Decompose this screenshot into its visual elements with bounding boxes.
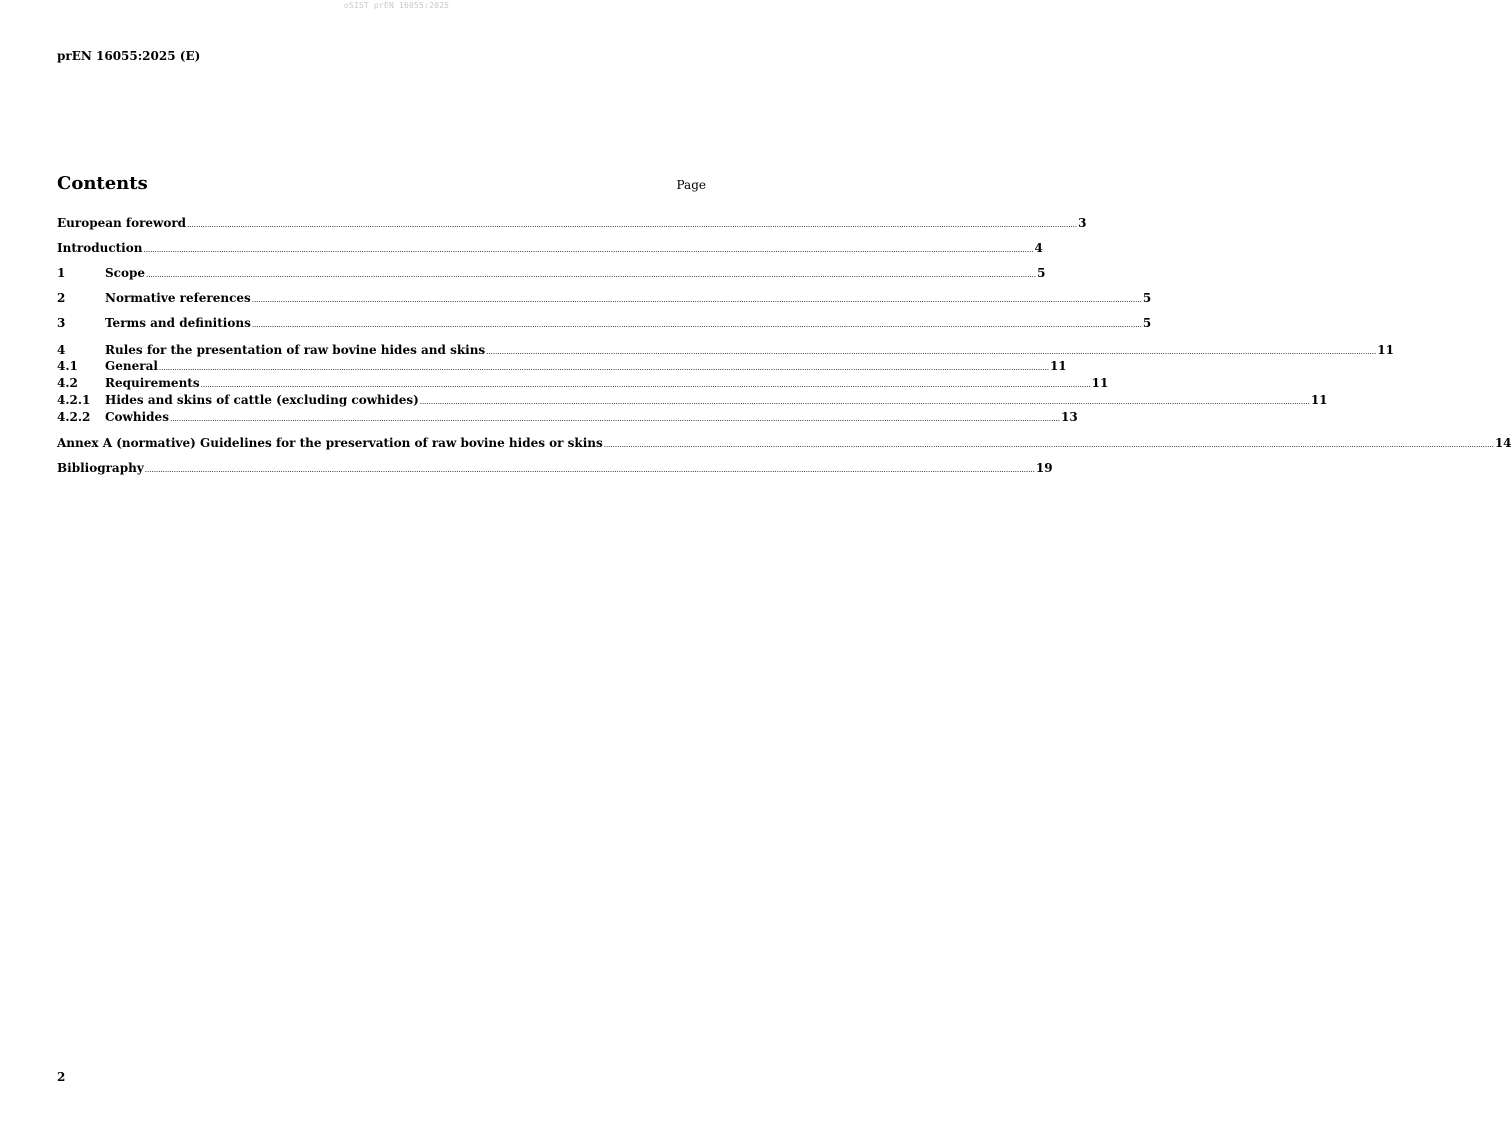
toc-entry-general[interactable] <box>57 359 1067 374</box>
toc-entry-bibliography[interactable] <box>57 461 1053 476</box>
toc-number: 4 <box>57 343 66 357</box>
toc-page: 11 <box>1049 359 1067 373</box>
toc-page: 11 <box>1091 376 1109 390</box>
toc-title: General <box>105 359 158 373</box>
toc-entry-hides-skins-cattle[interactable] <box>57 393 1328 408</box>
toc-number: 2 <box>57 291 66 305</box>
toc-number: 4.2.2 <box>57 410 91 424</box>
toc-title: Terms and definitions <box>105 316 251 330</box>
toc-number: 4.2 <box>57 376 78 390</box>
toc-leader: ................................................................................................................................................................................................................................................................................................................................................................................................................ <box>251 321 1142 329</box>
toc-title: Bibliography <box>57 461 144 475</box>
toc-leader: ................................................................................................................................................................................................................................................................................................................................................................................................................ <box>251 296 1142 304</box>
toc-title: Cowhides <box>105 410 169 424</box>
toc-title: Rules for the presentation of raw bovine hides and skins <box>105 343 486 357</box>
page-column-label: Page <box>676 178 706 192</box>
toc-number: 4.1 <box>57 359 78 373</box>
toc-title: Requirements <box>105 376 200 390</box>
toc-page: 19 <box>1035 461 1053 475</box>
document-id: prEN 16055:2025 (E) <box>57 49 201 63</box>
toc-page: 4 <box>1034 241 1043 255</box>
toc-leader: ................................................................................................................................................................................................................................................................................................................................................................................................................ <box>200 381 1091 389</box>
toc-entry-terms-and-definitions[interactable] <box>57 316 1152 331</box>
toc-title: Annex A (normative) Guidelines for the preservation of raw bovine hides or skins <box>57 436 603 450</box>
toc-entry-european-foreword[interactable] <box>57 216 1087 231</box>
toc-page: 3 <box>1078 216 1087 230</box>
toc-entry-normative-references[interactable] <box>57 291 1152 306</box>
toc-page: 11 <box>1310 393 1328 407</box>
toc-page: 11 <box>1377 343 1394 357</box>
toc-leader: ................................................................................................................................................................................................................................................................................................................................................................................................................ <box>158 364 1049 372</box>
toc-leader: ................................................................................................................................................................................................................................................................................................................................................................................................................ <box>603 441 1494 449</box>
toc-title: Hides and skins of cattle (excluding cowhides) <box>105 393 419 407</box>
toc-leader: ................................................................................................................................................................................................................................................................................................................................................................................................................ <box>486 348 1377 356</box>
toc-number: 3 <box>57 316 66 330</box>
toc-title: Normative references <box>105 291 251 305</box>
page-number: 2 <box>57 1070 66 1084</box>
contents-heading-row <box>57 173 706 197</box>
toc-page: 14 <box>1494 436 1512 450</box>
toc-leader: ................................................................................................................................................................................................................................................................................................................................................................................................................ <box>146 271 1037 279</box>
toc-entry-rules-presentation[interactable] <box>57 343 1394 358</box>
toc-title: Introduction <box>57 241 143 255</box>
toc-title: European foreword <box>57 216 187 230</box>
toc-page: 5 <box>1142 316 1152 330</box>
toc-leader: ................................................................................................................................................................................................................................................................................................................................................................................................................ <box>169 415 1060 423</box>
toc-leader: ................................................................................................................................................................................................................................................................................................................................................................................................................ <box>144 466 1035 474</box>
contents-title: Contents <box>57 173 148 194</box>
toc-leader: ................................................................................................................................................................................................................................................................................................................................................................................................................ <box>187 221 1078 229</box>
toc-entry-annex-a[interactable] <box>57 436 1512 451</box>
toc-entry-cowhides[interactable] <box>57 410 1078 425</box>
toc-number: 1 <box>57 266 66 280</box>
toc-leader: ................................................................................................................................................................................................................................................................................................................................................................................................................ <box>143 246 1034 254</box>
toc-page: 5 <box>1142 291 1152 305</box>
toc-page: 13 <box>1061 410 1078 424</box>
toc-entry-scope[interactable] <box>57 266 1046 281</box>
toc-entry-introduction[interactable] <box>57 241 1043 256</box>
toc-number: 4.2.1 <box>57 393 91 407</box>
watermark: oSIST prEN 16055:2025 <box>343 1 450 10</box>
toc-page: 5 <box>1037 266 1046 280</box>
toc-entry-requirements[interactable] <box>57 376 1109 391</box>
toc-title: Scope <box>105 266 146 280</box>
toc-leader: ................................................................................................................................................................................................................................................................................................................................................................................................................ <box>419 398 1310 406</box>
